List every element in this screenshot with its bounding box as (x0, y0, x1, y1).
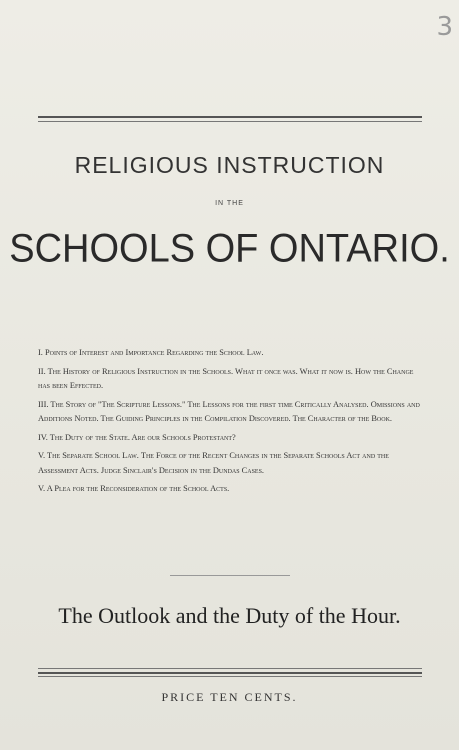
contents-item: V. The Separate School Law. The Force of the Recent Changes in the Separate Schools Act and the Assessment Acts. Judge Sinclair's Decision in the Dundas Cases. (38, 451, 389, 475)
title: RELIGIOUS INSTRUCTION (74, 152, 385, 178)
contents-item: I. Points of Interest and Importance Regarding the School Law. (38, 348, 264, 357)
subtitle: SCHOOLS OF ONTARIO. (9, 226, 450, 272)
archive-number: 3 (436, 12, 453, 42)
contents-item: IV. The Duty of the State. Are our Schools Protestant? (38, 432, 236, 442)
bottom-rule-thin (38, 668, 422, 669)
contents-item: II. The History of Religious Instruction in the Schools. What it once was. What it now is. How the Change has been Effected. (38, 366, 414, 390)
divider (170, 575, 290, 576)
contents-item: V. A Plea for the Reconsideration of the School Acts. (38, 484, 230, 493)
bottom-rule-thin-2 (38, 676, 422, 677)
outlook-heading: The Outlook and the Duty of the Hour. (58, 603, 401, 628)
title-connector: IN THE (215, 200, 244, 207)
top-rule (38, 116, 422, 118)
bottom-rule (38, 672, 422, 674)
table-of-contents (38, 346, 424, 501)
price-label: PRICE TEN CENTS. (161, 690, 298, 704)
contents-item: III. The Story of "The Scripture Lessons." The Lessons for the first time Critically Analysed. Omissions and Additions Noted. The Guiding Principles in the Compilation Discovered. The Character of the Book. (38, 399, 420, 423)
top-rule-thin (38, 121, 422, 122)
